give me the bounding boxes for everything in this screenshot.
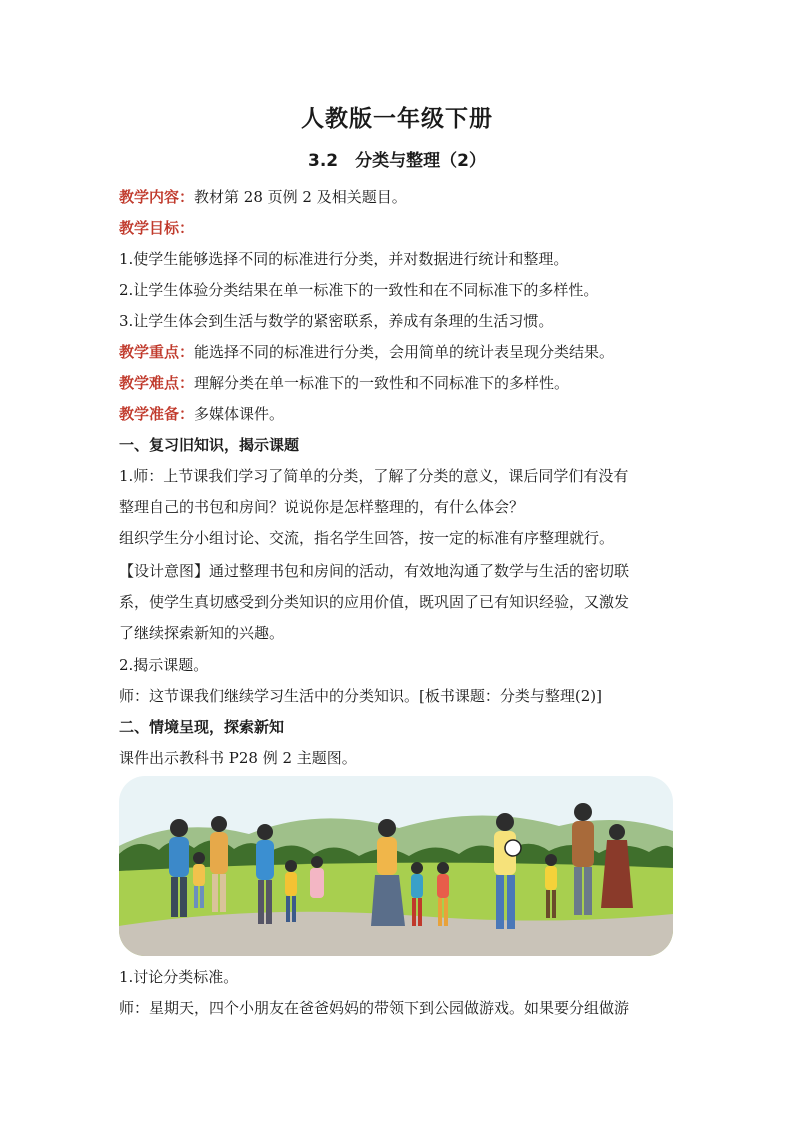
paragraph: 师：星期天，四个小朋友在爸爸妈妈的带领下到公园做游戏。如果要分组做游 [119, 999, 630, 1017]
section2-heading: 二、情境呈现，探索新知 [119, 718, 285, 736]
paragraph: 1.讨论分类标准。 [119, 968, 239, 986]
difficulties [119, 372, 569, 393]
key-points [119, 341, 614, 362]
paragraph: 课件出示教科书 P28 例 2 主题图。 [119, 749, 357, 767]
objective-item: 2.让学生体验分类结果在单一标准下的一致性和在不同标准下的多样性。 [119, 281, 599, 299]
document-title: 人教版一年级下册 [301, 106, 493, 132]
lesson-subtitle: 3.2 分类与整理（2） [308, 151, 486, 171]
objective-item: 3.让学生体会到生活与数学的紧密联系，养成有条理的生活习惯。 [119, 312, 554, 330]
preparation-label: 教学准备： [119, 405, 195, 423]
paragraph: 整理自己的书包和房间？说说你是怎样整理的，有什么体会？ [119, 498, 525, 516]
paragraph: 1.师：上节课我们学习了简单的分类，了解了分类的意义，课后同学们有没有 [119, 467, 629, 485]
preparation [119, 403, 284, 424]
key-points-text: 能选择不同的标准进行分类，会用简单的统计表呈现分类结果。 [194, 343, 615, 361]
paragraph: 2.揭示课题。 [119, 656, 209, 674]
difficulties-label: 教学难点： [119, 374, 195, 392]
objectives-label-line [119, 217, 194, 238]
teaching-content [119, 186, 407, 207]
paragraph: 师：这节课我们继续学习生活中的分类知识。[板书课题：分类与整理(2)] [119, 687, 602, 705]
paragraph: 组织学生分小组讨论、交流，指名学生回答，按一定的标准有序整理就行。 [119, 529, 615, 547]
difficulties-text: 理解分类在单一标准下的一致性和不同标准下的多样性。 [194, 374, 570, 392]
section1-heading: 一、复习旧知识，揭示课题 [119, 436, 300, 454]
objectives-label: 教学目标： [119, 219, 195, 237]
design-intent: 系，使学生真切感受到分类知识的应用价值，既巩固了已有知识经验，又激发 [119, 593, 630, 611]
objective-item: 1.使学生能够选择不同的标准进行分类，并对数据进行统计和整理。 [119, 250, 569, 268]
teaching-content-label: 教学内容： [119, 188, 195, 206]
design-intent: 了继续探索新知的兴趣。 [119, 624, 285, 642]
park-family-illustration [119, 776, 673, 956]
design-intent: 【设计意图】通过整理书包和房间的活动，有效地沟通了数学与生活的密切联 [119, 562, 630, 580]
key-points-label: 教学重点： [119, 343, 195, 361]
teaching-content-text: 教材第 28 页例 2 及相关题目。 [194, 188, 407, 206]
preparation-text: 多媒体课件。 [194, 405, 285, 423]
